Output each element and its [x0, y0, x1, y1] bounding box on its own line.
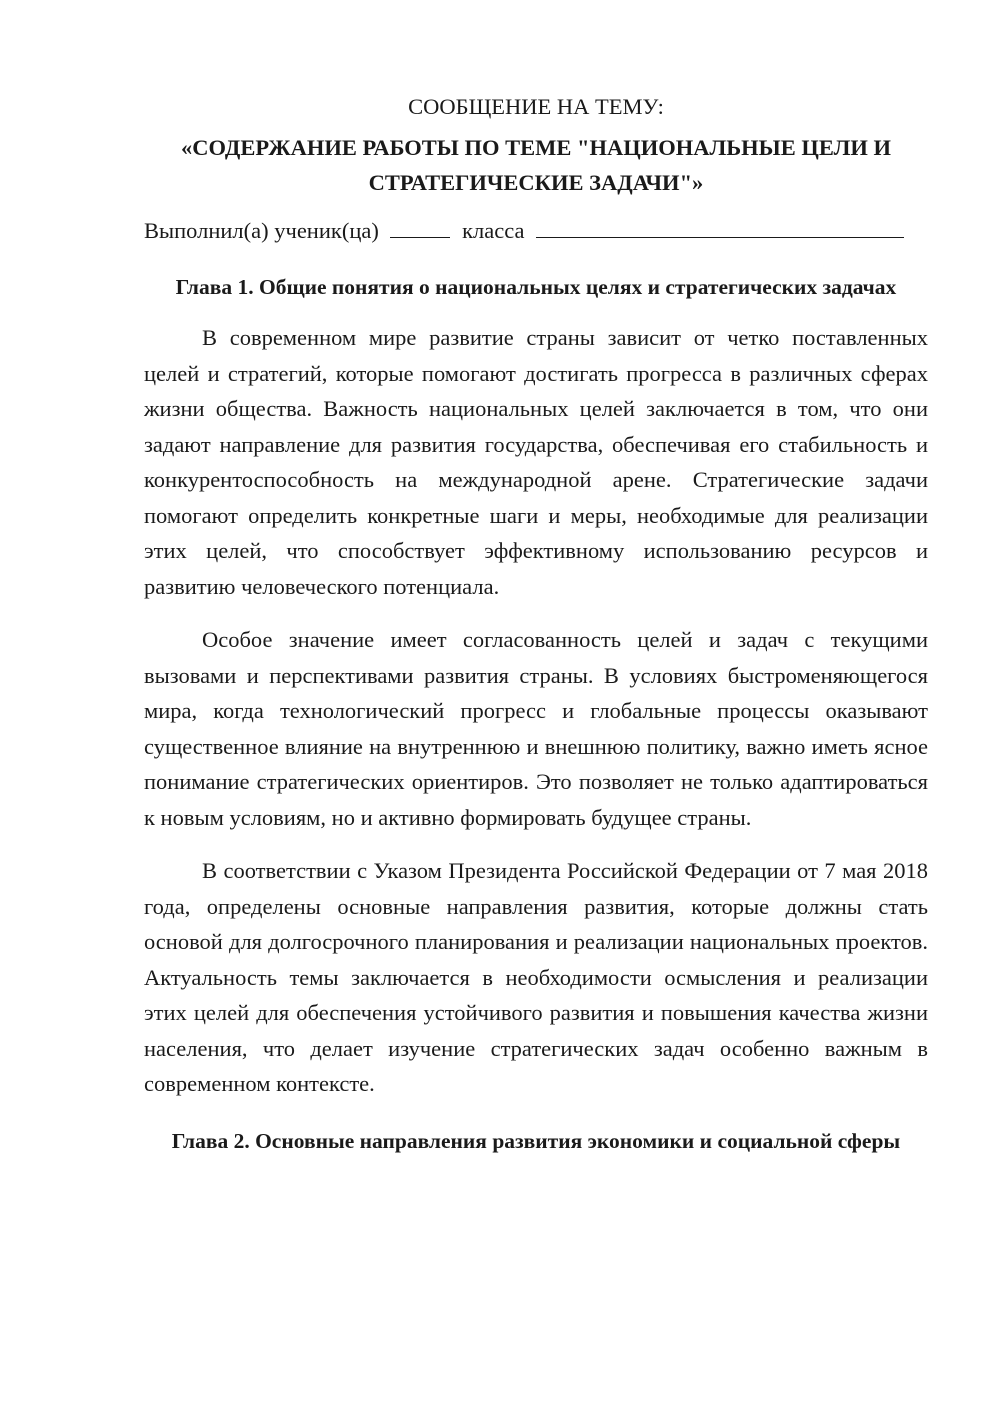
class-label: класса	[462, 218, 525, 243]
author-prefix: Выполнил(а) ученик(ца)	[144, 218, 379, 243]
paragraph-1: В современном мире развитие страны зависит от четко поставленных целей и стратегий, которые помогают достигать прогресса в различных сферах жизни общества. Важность национальных целей заключается в том, что они задают направление для развития государства, обеспечивая его стабильность и конкурентоспособность на международной арене. Стратегические задачи помогают определить конкретные шаги и меры, необходимые для реализации этих целей, что способствует эффективному использованию ресурсов и развитию человеческого потенциала.	[144, 325, 928, 599]
author-line	[144, 214, 928, 248]
document-header: СООБЩЕНИЕ НА ТЕМУ:	[408, 94, 664, 119]
document-subtitle: «СОДЕРЖАНИЕ РАБОТЫ ПО ТЕМЕ "НАЦИОНАЛЬНЫЕ ЦЕЛИ И СТРАТЕГИЧЕСКИЕ ЗАДАЧИ"»	[181, 135, 891, 195]
chapter-2-heading: Глава 2. Основные направления развития экономики и социальной сферы	[171, 1128, 901, 1153]
paragraph-3: В соответствии с Указом Президента Российской Федерации от 7 мая 2018 года, определены основные направления развития, которые должны стать основой для долгосрочного планирования и реализации национальных проектов. Актуальность темы заключается в необходимости осмысления и реализации этих целей для обеспечения устойчивого развития и повышения качества жизни населения, что делает изучение стратегических задач особенно важным в современном контексте.	[144, 858, 928, 1096]
paragraph-2: Особое значение имеет согласованность целей и задач с текущими вызовами и перспективами развития страны. В условиях быстроменяющегося мира, когда технологический прогресс и глобальные процессы оказывают существенное влияние на внутреннюю и внешнюю политику, важно иметь ясное понимание стратегических ориентиров. Это позволяет не только адаптироваться к новым условиям, но и активно формировать будущее страны.	[144, 627, 928, 830]
chapter-1-heading: Глава 1. Общие понятия о национальных целях и стратегических задачах	[175, 275, 897, 299]
grade-blank-field	[390, 215, 450, 238]
name-blank-field	[536, 215, 904, 238]
document-page	[144, 90, 928, 1158]
